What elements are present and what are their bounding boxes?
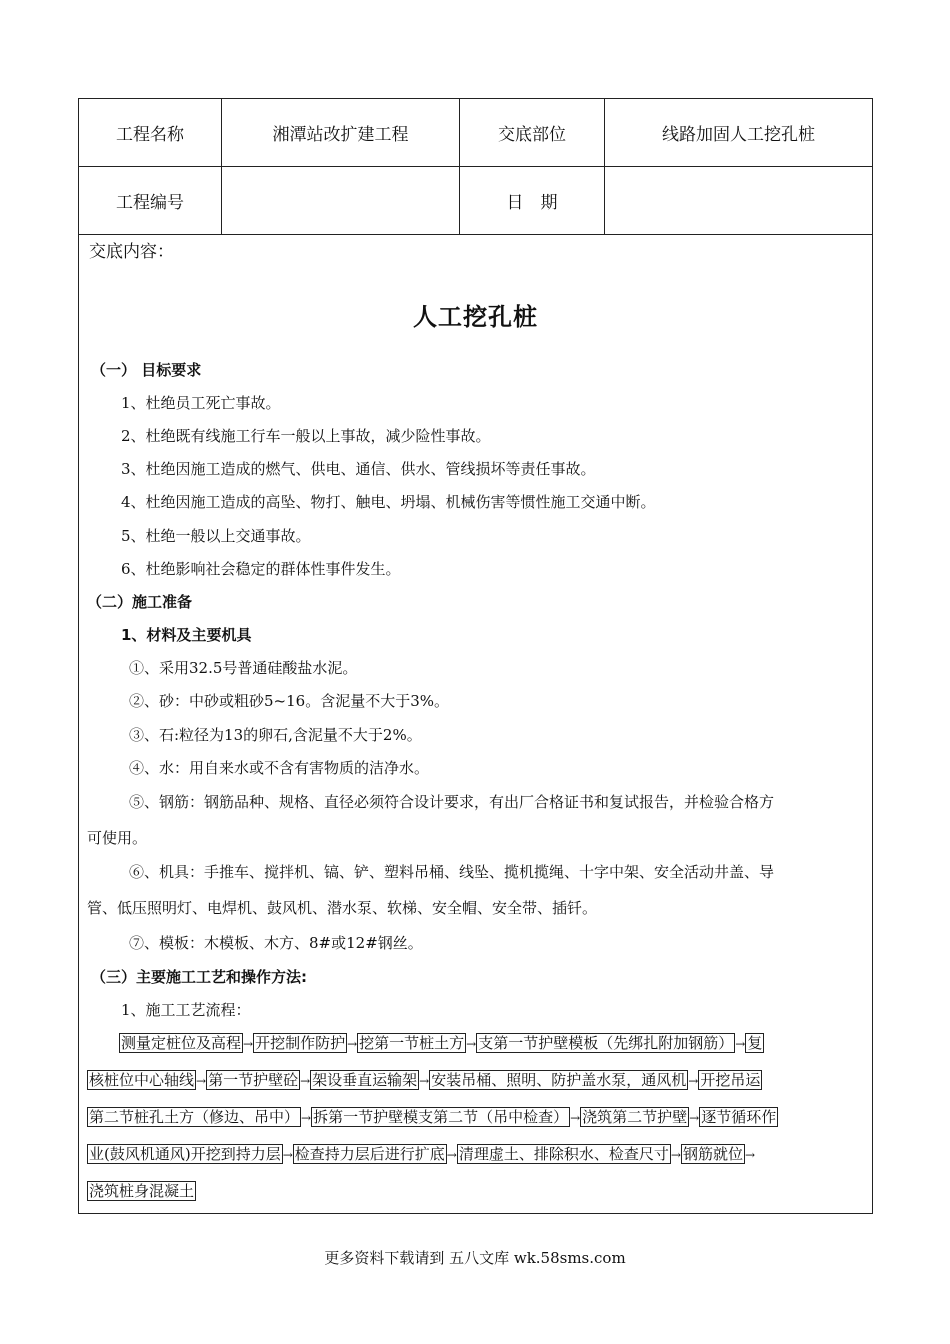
section1-item: 5、杜绝一般以上交通事故。 bbox=[121, 527, 311, 545]
flow-row bbox=[87, 1143, 755, 1164]
flow-step: 支第一节护壁模板（先绑扎附加钢筋） bbox=[478, 1034, 734, 1052]
flow-row bbox=[87, 1106, 778, 1127]
flow-step: 架设垂直运输架 bbox=[312, 1071, 418, 1089]
arrow-icon: → bbox=[688, 1074, 699, 1088]
project-name-value: 湘潭站改扩建工程 bbox=[222, 99, 460, 167]
position-value: 线路加固人工挖孔桩 bbox=[605, 99, 873, 167]
flow-step: 开挖制作防护 bbox=[255, 1034, 346, 1052]
arrow-icon: → bbox=[670, 1148, 681, 1162]
section3-subheading: 1、施工工艺流程： bbox=[121, 1001, 251, 1019]
material-item-cont: 管、低压照明灯、电焊机、鼓风机、潜水泵、软梯、安全帽、安全带、插钎。 bbox=[87, 899, 598, 917]
section1-heading: （一） 目标要求 bbox=[91, 361, 202, 379]
arrow-icon: → bbox=[347, 1037, 358, 1051]
arrow-icon: → bbox=[243, 1037, 254, 1051]
header-table bbox=[79, 99, 872, 235]
content-label: 交底内容： bbox=[89, 242, 174, 262]
flow-row bbox=[87, 1180, 196, 1201]
section2-subheading: 1、材料及主要机具 bbox=[121, 626, 252, 644]
material-item: ②、砂：中砂或粗砂5~16。含泥量不大于3%。 bbox=[129, 692, 449, 710]
material-item: ⑥、机具：手推车、搅拌机、镐、铲、塑料吊桶、线坠、揽机揽绳、十字中架、安全活动井盖、导 bbox=[129, 863, 775, 881]
material-item: ①、采用32.5号普通硅酸盐水泥。 bbox=[129, 659, 358, 677]
arrow-icon: → bbox=[570, 1111, 581, 1125]
section1-item: 1、杜绝员工死亡事故。 bbox=[121, 394, 281, 412]
flow-step: 开挖吊运 bbox=[700, 1071, 761, 1089]
flow-step: 钢筋就位 bbox=[682, 1145, 743, 1163]
flow-step: 第一节护壁砼 bbox=[208, 1071, 299, 1089]
project-no-label: 工程编号 bbox=[79, 167, 222, 235]
flow-step: 复 bbox=[747, 1034, 763, 1052]
flow-step: 拆第一节护壁模支第二节（吊中检查） bbox=[313, 1108, 569, 1126]
section1-item: 2、杜绝既有线施工行车一般以上事故，减少险性事故。 bbox=[121, 427, 491, 445]
position-label: 交底部位 bbox=[460, 99, 605, 167]
material-item: ③、石:粒径为13的卵石,含泥量不大于2%。 bbox=[129, 726, 422, 744]
arrow-icon: → bbox=[744, 1148, 756, 1162]
material-item: ④、水：用自来水或不含有害物质的洁净水。 bbox=[129, 759, 430, 777]
flow-step: 业(鼓风机通风)开挖到持力层 bbox=[89, 1145, 281, 1163]
arrow-icon: → bbox=[735, 1037, 746, 1051]
date-label: 日 期 bbox=[460, 167, 605, 235]
section1-item: 3、杜绝因施工造成的燃气、供电、通信、供水、管线损坏等责任事故。 bbox=[121, 460, 596, 478]
section2-heading: （二）施工准备 bbox=[87, 593, 193, 611]
flow-step: 测量定桩位及高程 bbox=[121, 1034, 242, 1052]
material-item-cont: 可使用。 bbox=[87, 829, 148, 847]
project-no-value bbox=[222, 167, 460, 235]
document-frame bbox=[78, 98, 873, 1214]
arrow-icon: → bbox=[419, 1074, 430, 1088]
section1-item: 4、杜绝因施工造成的高坠、物打、触电、坍塌、机械伤害等惯性施工交通中断。 bbox=[121, 493, 656, 511]
arrow-icon: → bbox=[689, 1111, 700, 1125]
flow-step: 核桩位中心轴线 bbox=[89, 1071, 195, 1089]
flow-step: 安装吊桶、照明、防护盖水泵，通风机 bbox=[431, 1071, 687, 1089]
arrow-icon: → bbox=[301, 1111, 312, 1125]
arrow-icon: → bbox=[466, 1037, 477, 1051]
material-item: ⑦、模板：木模板、木方、8#或12#钢丝。 bbox=[129, 934, 423, 952]
date-value bbox=[605, 167, 873, 235]
project-name-label: 工程名称 bbox=[79, 99, 222, 167]
section3-heading: （三）主要施工工艺和操作方法: bbox=[91, 968, 308, 986]
flow-step: 第二节桩孔土方（修边、吊中） bbox=[89, 1108, 300, 1126]
flow-step: 浇筑桩身混凝土 bbox=[89, 1182, 195, 1200]
document-title: 人工挖孔桩 bbox=[413, 303, 538, 331]
flow-step: 浇筑第二节护壁 bbox=[582, 1108, 688, 1126]
flow-step: 检查持力层后进行扩底 bbox=[294, 1145, 445, 1163]
material-item: ⑤、钢筋：钢筋品种、规格、直径必须符合设计要求，有出厂合格证书和复试报告，并检验合格方 bbox=[129, 793, 775, 811]
section1-item: 6、杜绝影响社会稳定的群体性事件发生。 bbox=[121, 560, 401, 578]
arrow-icon: → bbox=[446, 1148, 457, 1162]
flow-step: 逐节循环作 bbox=[701, 1108, 777, 1126]
footer-note: 更多资料下载请到 五八文库 wk.58sms.com bbox=[324, 1249, 626, 1267]
flow-row bbox=[119, 1032, 764, 1053]
arrow-icon: → bbox=[300, 1074, 311, 1088]
arrow-icon: → bbox=[196, 1074, 207, 1088]
flow-row bbox=[87, 1069, 762, 1090]
flow-step: 挖第一节桩土方 bbox=[359, 1034, 465, 1052]
arrow-icon: → bbox=[282, 1148, 293, 1162]
flow-step: 清理虚土、排除积水、检查尺寸 bbox=[458, 1145, 669, 1163]
